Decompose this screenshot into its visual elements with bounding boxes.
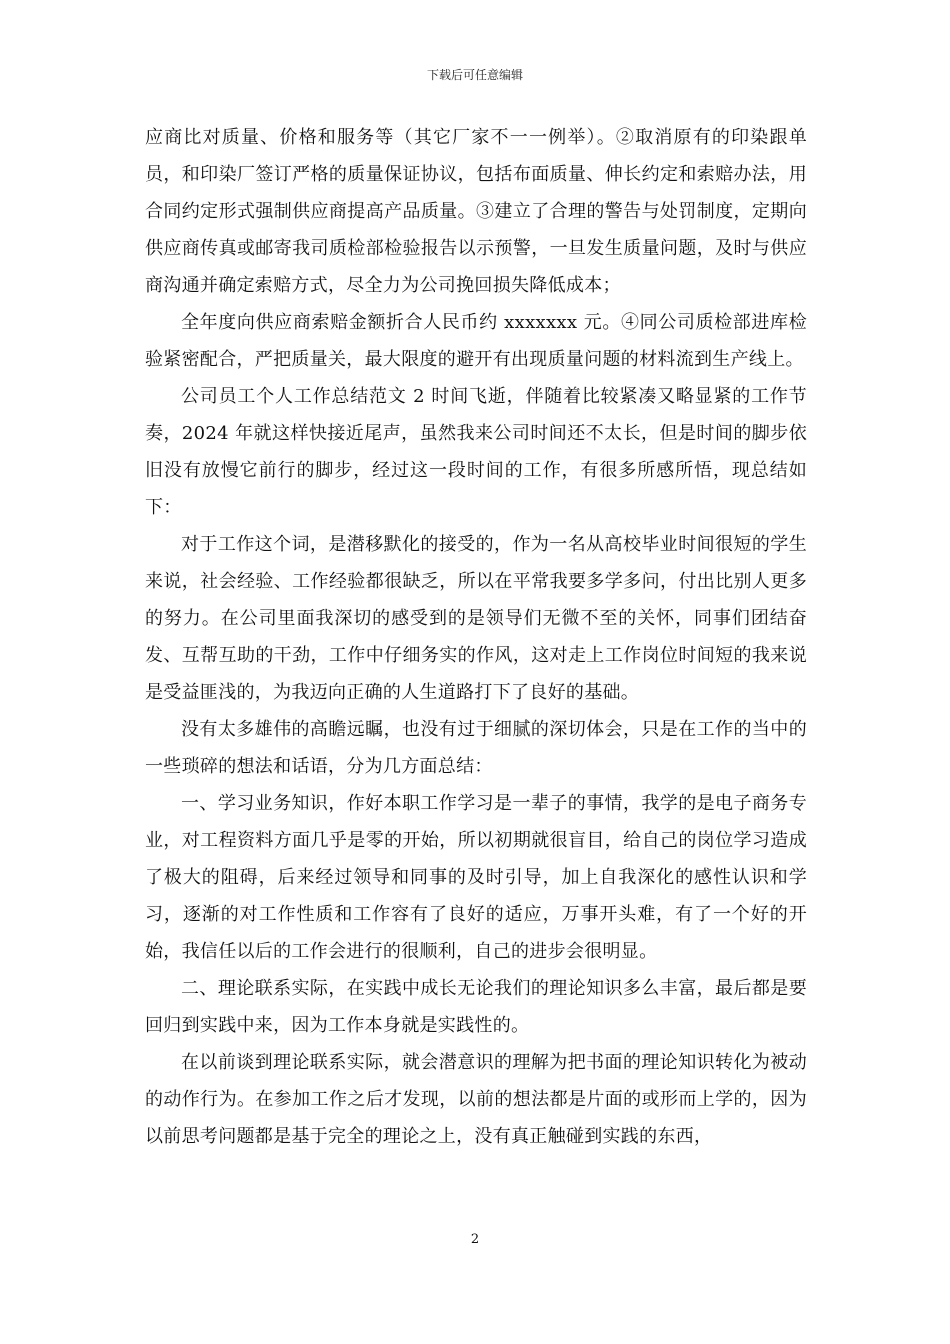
paragraph: 全年度向供应商索赔金额折合人民币约 xxxxxxx 元。④同公司质检部进库检验紧密配合，严把质量关，最大限度的避开有出现质量问题的材料流到生产线上。: [145, 312, 807, 370]
paragraph: 一、学习业务知识，作好本职工作学习是一辈子的事情，我学的是电子商务专业，对工程资料方面几乎是零的开始，所以初期就很盲目，给自己的岗位学习造成了极大的阻碍，后来经过领导和同事的及时引导，加上自我深化的感性认识和学习，逐渐的对工作性质和工作容有了良好的适应，万事开头难，有了一个好的开始，我信任以后的工作会进行的很顺利，自己的进步会很明显。: [145, 793, 807, 962]
paragraph: 在以前谈到理论联系实际，就会潜意识的理解为把书面的理论知识转化为被动的动作行为。在参加工作之后才发现，以前的想法都是片面的或形而上学的，因为以前思考问题都是基于完全的理论之上，没有真正触碰到实践的东西，: [145, 1052, 807, 1147]
paragraph: 二、理论联系实际，在实践中成长无论我们的理论知识多么丰富，最后都是要回归到实践中来，因为工作本身就是实践性的。: [145, 978, 807, 1036]
paragraph: 应商比对质量、价格和服务等（其它厂家不一一例举）。②取消原有的印染跟单员，和印染厂签订严格的质量保证协议，包括布面质量、伸长约定和索赔办法，用合同约定形式强制供应商提高产品质量。③建立了合理的警告与处罚制度，定期向供应商传真或邮寄我司质检部检验报告以示预警，一旦发生质量问题，及时与供应商沟通并确定索赔方式，尽全力为公司挽回损失降低成本；: [145, 127, 807, 296]
document-body: [145, 119, 807, 1155]
paragraph: 没有太多雄伟的高瞻远瞩，也没有过于细腻的深切体会，只是在工作的当中的一些琐碎的想法和话语，分为几方面总结：: [145, 719, 807, 777]
paragraph: 对于工作这个词，是潜移默化的接受的，作为一名从高校毕业时间很短的学生来说，社会经验、工作经验都很缺乏，所以在平常我要多学多问，付出比别人更多的努力。在公司里面我深切的感受到的是领导们无微不至的关怀，同事们团结奋发、互帮互助的干劲，工作中仔细务实的作风，这对走上工作岗位时间短的我来说是受益匪浅的，为我迈向正确的人生道路打下了良好的基础。: [145, 534, 807, 703]
page-header: 下载后可任意编辑: [426, 68, 523, 82]
paragraph: 公司员工个人工作总结范文 2 时间飞逝，伴随着比较紧凑又略显紧的工作节奏，2024 年就这样快接近尾声，虽然我来公司时间还不太长，但是时间的脚步依旧没有放慢它前行的脚步，经过这一段时间的工作，有很多所感所悟，现总结如下：: [145, 386, 807, 518]
page-number: 2: [470, 1232, 480, 1247]
